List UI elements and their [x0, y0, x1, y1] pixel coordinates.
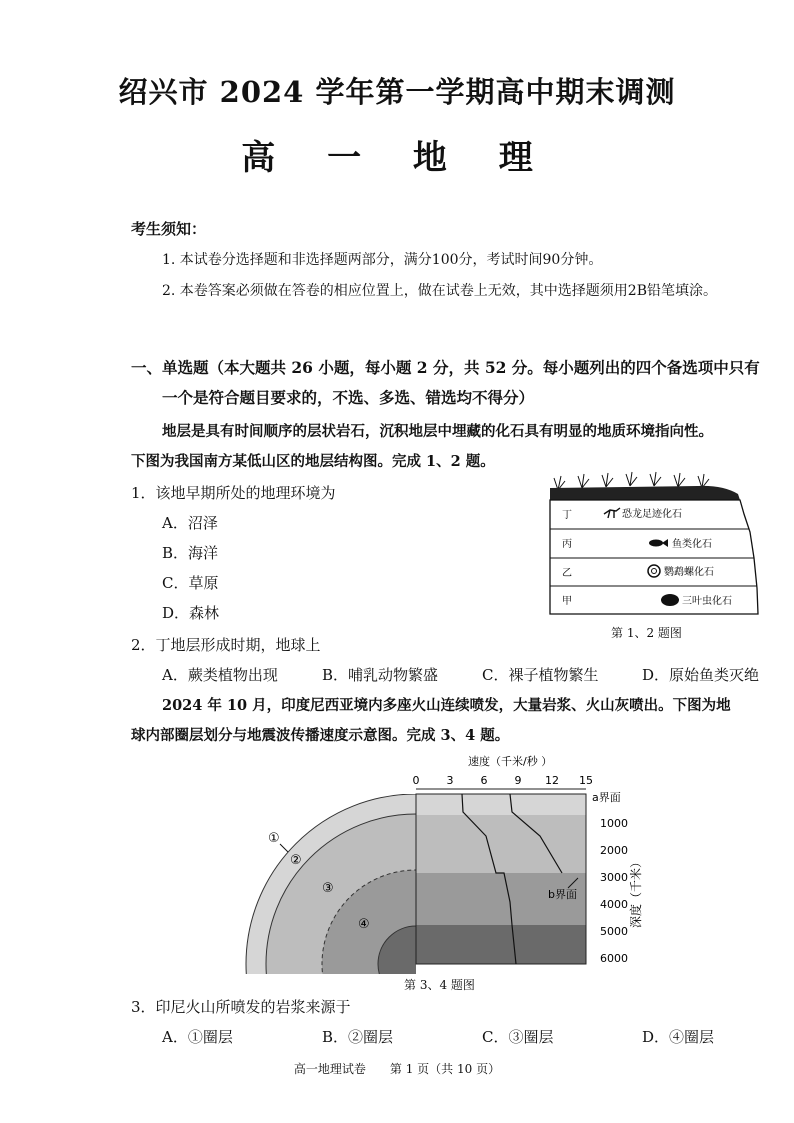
speed-tick: 15: [579, 774, 593, 787]
depth-tick: 2000: [600, 844, 628, 857]
topsoil: [550, 486, 740, 500]
depth-band-2: [416, 815, 586, 873]
depth-axis-label: 深度（千米）: [629, 855, 643, 929]
section-heading-line1: 一、单选题（本大题共 26 小题，每小题 2 分，共 52 分。每小题列出的四个备选项中只有: [131, 358, 760, 377]
depth-tick: 4000: [600, 898, 628, 911]
q2-option-c: C．裸子植物繁生: [482, 666, 599, 684]
depth-tick: 5000: [600, 925, 628, 938]
q3-option-a: A．①圈层: [162, 1028, 233, 1046]
notice-item-1: 1. 本试卷分选择题和非选择题两部分，满分100分，考试时间90分钟。: [162, 252, 603, 268]
q3-option-c: C．③圈层: [482, 1028, 554, 1046]
q2-option-b: B．哺乳动物繁盛: [322, 666, 439, 684]
q1-option-d: D．森林: [162, 604, 220, 622]
layer-1-marker: ①: [268, 831, 280, 846]
layer-1-pointer: [280, 844, 288, 852]
q2-stem: 2．丁地层形成时期，地球上: [131, 636, 321, 654]
q3-option-b: B．②圈层: [322, 1028, 394, 1046]
speed-tick: 0: [412, 774, 420, 787]
q1-option-c: C．草原: [162, 574, 219, 592]
q3-stem: 3．印尼火山所喷发的岩浆来源于: [131, 998, 351, 1016]
passage2-line1: 2024 年 10 月，印度尼西亚境内多座火山连续喷发，大量岩浆、火山灰喷出。下图为地: [162, 697, 731, 714]
depth-ticks: [592, 791, 628, 965]
layer-yi-label: 乙: [562, 568, 572, 579]
speed-ticks: [413, 774, 594, 787]
fossil-ding-label: 恐龙足迹化石: [622, 509, 682, 520]
layer-jia-label: 甲: [562, 596, 572, 607]
fish-icon: [649, 540, 663, 547]
passage2-line2: 球内部圈层划分与地震波传播速度示意图。完成 3、4 题。: [131, 727, 510, 744]
layer-bing-label: 丙: [562, 539, 572, 550]
fossil-bing-label: 鱼类化石: [672, 539, 712, 550]
speed-tick: 12: [545, 774, 559, 787]
notice-item-2: 2. 本卷答案必须做在答卷的相应位置上，做在试卷上无效，其中选择题须用2B铅笔填涂。: [162, 283, 718, 299]
layer-3-marker: ③: [322, 881, 334, 896]
q1-option-a: A．沼泽: [162, 514, 218, 532]
earth-interior-figure: [240, 752, 660, 974]
layer-2-marker: ②: [290, 853, 302, 868]
figure2-caption: 第 3、4 题图: [404, 978, 475, 992]
q2-option-d: D．原始鱼类灭绝: [642, 666, 760, 684]
q2-option-a: A．蕨类植物出现: [162, 666, 278, 684]
depth-band-4: [416, 925, 586, 964]
page-footer: 高一地理试卷 第 1 页（共 10 页）: [293, 1062, 501, 1076]
interface-b-label: b界面: [548, 888, 577, 901]
q1-stem: 1．该地早期所处的地理环境为: [131, 484, 336, 502]
subject-title: 高 一 地 理: [241, 138, 553, 178]
section-heading-line2: 一个是符合题目要求的，不选、多选、错选均不得分）: [162, 388, 535, 407]
speed-tick: 9: [514, 774, 522, 787]
depth-tick: 6000: [600, 952, 628, 965]
depth-tick: 1000: [600, 817, 628, 830]
q1-option-b: B．海洋: [162, 544, 219, 562]
strata-figure: [548, 468, 760, 638]
depth-tick: 3000: [600, 871, 628, 884]
speed-tick: 6: [480, 774, 488, 787]
passage1-line2: 下图为我国南方某低山区的地层结构图。完成 1、2 题。: [131, 453, 495, 470]
trilobite-icon: [661, 594, 679, 606]
layer-ding-label: 丁: [562, 510, 572, 521]
fossil-jia-label: 三叶虫化石: [682, 596, 732, 607]
interface-a-label: a界面: [592, 791, 621, 804]
notice-heading: 考生须知：: [131, 220, 207, 238]
figure1-caption: 第 1、2 题图: [611, 626, 682, 640]
fossil-yi-label: 鹦鹉螺化石: [664, 567, 714, 578]
layer-4-marker: ④: [358, 917, 370, 932]
speed-axis-label: 速度（千米/秒 ）: [468, 755, 553, 768]
speed-tick: 3: [446, 774, 454, 787]
exam-title: 绍兴市 2024 学年第一学期高中期末调测: [118, 75, 676, 109]
passage1-line1: 地层是具有时间顺序的层状岩石，沉积地层中埋藏的化石具有明显的地质环境指向性。: [162, 423, 713, 440]
depth-band-1: [416, 794, 586, 815]
q3-option-d: D．④圈层: [642, 1028, 715, 1046]
